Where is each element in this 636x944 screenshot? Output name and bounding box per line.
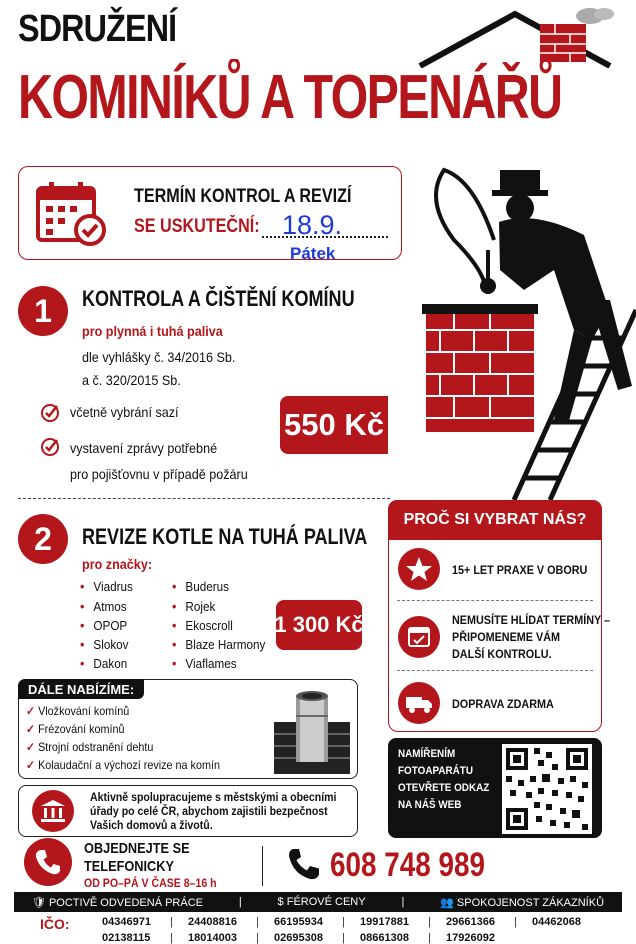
chimney-sweep-illustration: [404, 140, 636, 500]
section-divider: [18, 498, 390, 499]
check-circle-icon: [40, 437, 60, 457]
brand-item: • Viaflames: [172, 655, 237, 671]
brand-item: • Rojek: [172, 598, 215, 614]
ico-number: 19917881: [360, 916, 409, 928]
ico-separator: |: [170, 916, 173, 928]
qr-code[interactable]: [502, 744, 592, 834]
ico-number: 66195934: [274, 916, 323, 928]
section1-check1: včetně vybrání sazí: [70, 404, 179, 420]
ico-number: 29661366: [446, 916, 495, 928]
truck-icon: [398, 682, 440, 724]
order-line1: OBJEDNEJTE SE: [84, 840, 190, 857]
why-divider: [397, 670, 593, 671]
ico-label: IČO:: [40, 916, 70, 932]
section2-price: 1 300 Kč: [276, 600, 362, 650]
ico-separator: |: [256, 932, 259, 944]
phone-icon: [24, 838, 72, 886]
why-item1: 15+ LET PRAXE V OBORU: [452, 563, 588, 577]
ico-number: 24408816: [188, 916, 237, 928]
brand-item: • Slokov: [80, 636, 129, 652]
ico-number: 04346971: [102, 916, 151, 928]
offer-item: ✓ Kolaudační a výchozí revize na komín: [26, 758, 220, 772]
section1-number: 1: [18, 286, 68, 336]
section2-title: REVIZE KOTLE NA TUHÁ PALIVA: [82, 524, 368, 549]
benefits-bar: [14, 892, 622, 912]
qr-text: NAMÍŘENÍM FOTOAPARÁTU OTEVŘETE ODKAZ NA NÁŠ WEB: [398, 748, 490, 811]
brand-item: • Blaze Harmony: [172, 636, 265, 652]
government-building-icon: [32, 790, 74, 832]
ico-separator: |: [256, 916, 259, 928]
chimney-liner-illustration: [270, 682, 354, 776]
section2-subtitle: pro značky:: [82, 556, 153, 572]
ico-separator: |: [514, 916, 517, 928]
offer-title: DÁLE NABÍZÍME:: [18, 679, 144, 699]
ico-number: 18014003: [188, 932, 237, 944]
bar-separator: |: [238, 896, 242, 908]
section1-price: 550 Kč: [280, 396, 388, 454]
order-hours: OD PO–PÁ V ČASE 8–16 h: [84, 876, 217, 890]
benefit-item: $ FÉROVÉ CENY: [277, 896, 366, 908]
brand-item: • Dakon: [80, 655, 127, 671]
ico-separator: |: [342, 932, 345, 944]
date-day: Pátek: [290, 244, 336, 263]
why-item2-line1: NEMUSÍTE HLÍDAT TERMÍNY –: [452, 613, 611, 627]
ico-separator: |: [342, 916, 345, 928]
check-circle-icon: [40, 403, 60, 423]
benefit-item: 🛡 POCTIVĚ ODVEDENÁ PRÁCE: [31, 896, 203, 909]
phone-handset-icon: [286, 846, 322, 882]
ico-number: 02138115: [102, 932, 151, 944]
why-item3: DOPRAVA ZDARMA: [452, 697, 554, 711]
brand-item: • OPOP: [80, 617, 127, 633]
section1-subtitle: pro plynná i tuhá paliva: [82, 323, 223, 339]
header-line2: KOMINÍKŮ A TOPENÁŘŮ: [18, 63, 562, 132]
star-icon: [398, 548, 440, 590]
ico-number: 17926092: [446, 932, 495, 944]
calendar-check-icon: [36, 180, 108, 246]
why-item2-line2: PŘIPOMENEME VÁM: [452, 630, 561, 644]
why-divider: [397, 600, 593, 601]
section1-check2-line1: vystavení zprávy potřebné: [70, 440, 218, 456]
phone-number[interactable]: 608 748 989: [330, 846, 486, 884]
brand-item: • Viadrus: [80, 578, 133, 594]
date-label-line1: TERMÍN KONTROL A REVIZÍ: [134, 186, 352, 207]
order-line2: TELEFONICKY: [84, 858, 174, 875]
section1-text2: a č. 320/2015 Sb.: [82, 372, 181, 388]
brand-item: • Buderus: [172, 578, 229, 594]
section2-number: 2: [18, 514, 68, 564]
ico-separator: |: [428, 916, 431, 928]
bar-separator: |: [401, 896, 405, 908]
date-value: 18.9.: [282, 210, 343, 240]
ico-number: 08661308: [360, 932, 409, 944]
section1-text1: dle vyhlášky č. 34/2016 Sb.: [82, 349, 236, 365]
offer-item: ✓ Strojní odstranění dehtu: [26, 740, 154, 754]
header-line1: SDRUŽENÍ: [18, 8, 177, 50]
ico-separator: |: [170, 932, 173, 944]
why-us-title: PROČ SI VYBRAT NÁS?: [388, 500, 602, 540]
cooperation-text: Aktivně spolupracujeme s městskými a obecními úřady po celé ČR, abychom zajistili bezpečnost Vašich domovů a životů.: [90, 790, 337, 832]
ico-number: 02695308: [274, 932, 323, 944]
section1-check2-line2: pro pojišťovnu v případě požáru: [70, 466, 248, 482]
calendar-check-icon: [398, 616, 440, 658]
why-item2-line3: DALŠÍ KONTROLU.: [452, 647, 552, 661]
contact-divider: [262, 846, 263, 886]
brand-item: • Atmos: [80, 598, 127, 614]
roof-chimney-illustration: [400, 6, 620, 68]
date-label-line2: SE USKUTEČNÍ:: [134, 216, 260, 237]
offer-item: ✓ Vložkování komínů: [26, 704, 130, 718]
offer-item: ✓ Frézování komínů: [26, 722, 125, 736]
section1-title: KONTROLA A ČIŠTĚNÍ KOMÍNU: [82, 286, 355, 311]
benefit-item: 👥 SPOKOJENOST ZÁKAZNÍKŮ: [440, 896, 605, 909]
brand-item: • Ekoscroll: [172, 617, 233, 633]
ico-separator: |: [428, 932, 431, 944]
ico-number: 04462068: [532, 916, 581, 928]
